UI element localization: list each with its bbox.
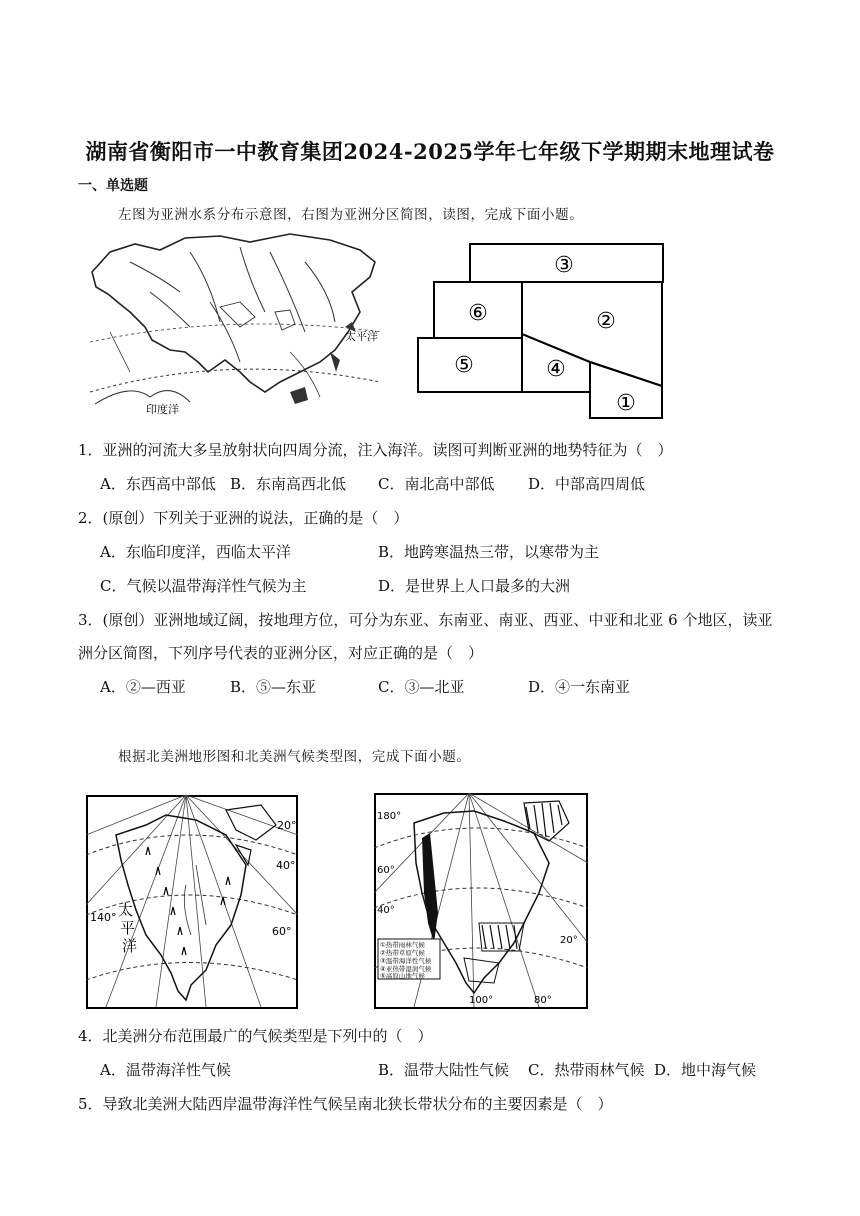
legend-1: ①热带雨林气候	[380, 941, 425, 949]
group1-intro: 左图为亚洲水系分布示意图，右图为亚洲分区简图，读图，完成下面小题。	[118, 207, 584, 223]
region-3-label: ③	[554, 253, 574, 278]
question-3-stem-line1: 3．(原创）亚洲地域辽阔，按地理方位，可分为东亚、东南亚、南亚、西亚、中亚和北亚 6 个地区，读亚	[78, 611, 773, 629]
q4-option-d[interactable]: D．地中海气候	[654, 1061, 757, 1079]
legend-2: ②热带草原气候	[380, 949, 425, 957]
terrain-lon-20: 20°	[277, 819, 297, 832]
q1-option-d[interactable]: D．中部高四周低	[528, 475, 646, 493]
question-2-stem: 2．(原创）下列关于亚洲的说法，正确的是（ ）	[78, 509, 409, 527]
q1-option-a[interactable]: A．东西高中部低	[100, 475, 216, 493]
north-america-climate-map	[374, 793, 588, 1009]
region-1-label: ①	[616, 391, 636, 416]
page-title: 湖南省衡阳市一中教育集团2024-2025学年七年级下学期期末地理试卷	[85, 139, 775, 164]
pacific-char-2: 平	[120, 919, 136, 937]
climate-lat-60: 60°	[377, 865, 395, 876]
region-6-label: ⑥	[468, 301, 488, 326]
pacific-char-3: 洋	[122, 937, 138, 955]
q2-option-a[interactable]: A．东临印度洋，西临太平洋	[100, 543, 291, 561]
terrain-lon-60: 60°	[272, 925, 292, 938]
q2-option-c[interactable]: C．气候以温带海洋性气候为主	[100, 577, 307, 595]
climate-lat-40: 40°	[377, 905, 395, 916]
legend-3: ③温带海洋性气候	[380, 957, 432, 965]
q2-option-d[interactable]: D．是世界上人口最多的大洲	[378, 577, 571, 595]
terrain-lat-140: 140°	[90, 911, 117, 924]
asia-region-sketch	[414, 240, 666, 422]
q3-option-d[interactable]: D．④一东南亚	[528, 678, 631, 696]
north-america-terrain-map	[86, 795, 298, 1009]
legend-4: ④亚热带湿润气候	[380, 965, 432, 973]
legend-5: ⑤高原山地气候	[380, 972, 425, 980]
q2-option-b[interactable]: B．地跨寒温热三带，以寒带为主	[378, 543, 600, 561]
question-3-stem-line2: 洲分区简图，下列序号代表的亚洲分区，对应正确的是（ ）	[78, 644, 484, 662]
section-heading: 一、单选题	[78, 178, 148, 194]
q3-option-a[interactable]: A．②—西亚	[100, 678, 186, 696]
region-5-label: ⑤	[454, 353, 474, 378]
q4-option-c[interactable]: C．热带雨林气候	[528, 1061, 645, 1079]
climate-lat-20: 20°	[560, 935, 578, 946]
q4-option-b[interactable]: B．温带大陆性气候	[378, 1061, 510, 1079]
climate-lon-80: 80°	[534, 995, 552, 1006]
pacific-label: 太平洋	[345, 330, 378, 343]
question-4-stem: 4．北美洲分布范围最广的气候类型是下列中的（ ）	[78, 1027, 433, 1045]
q3-option-c[interactable]: C．③—北亚	[378, 678, 465, 696]
indian-ocean-label: 印度洋	[146, 403, 179, 416]
region-2-label: ②	[596, 309, 616, 334]
question-5-stem: 5．导致北美洲大陆西岸温带海洋性气候呈南北狭长带状分布的主要因素是（ ）	[78, 1095, 613, 1113]
pacific-char-1: 太	[118, 901, 134, 919]
group2-intro: 根据北美洲地形图和北美洲气候类型图，完成下面小题。	[118, 749, 471, 765]
terrain-lon-40: 40°	[276, 859, 296, 872]
q4-option-a[interactable]: A．温带海洋性气候	[100, 1061, 231, 1079]
q1-option-c[interactable]: C．南北高中部低	[378, 475, 495, 493]
climate-lon-180: 180°	[377, 811, 402, 822]
region-4-label: ④	[546, 357, 566, 382]
q3-option-b[interactable]: B．⑤—东亚	[230, 678, 317, 696]
question-1-stem: 1．亚洲的河流大多呈放射状向四周分流，注入海洋。读图可判断亚洲的地势特征为（ ）	[78, 441, 673, 459]
q1-option-b[interactable]: B．东南高西北低	[230, 475, 347, 493]
asia-river-map	[90, 232, 382, 420]
climate-lon-100: 100°	[469, 995, 494, 1006]
